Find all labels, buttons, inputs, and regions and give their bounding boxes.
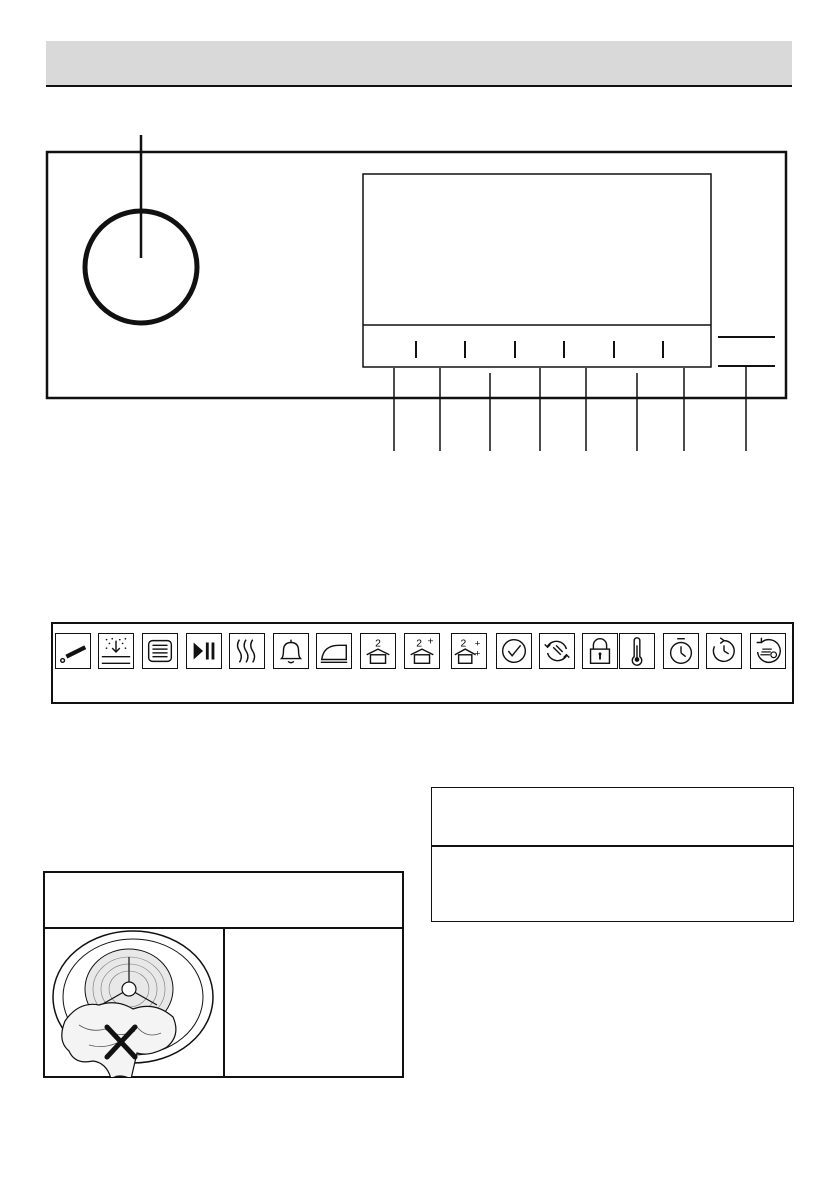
start-pause-icon — [186, 633, 222, 669]
warning-table-column-divider — [223, 928, 225, 1078]
drum-overload-illustration — [45, 929, 223, 1077]
alarm-bell-icon — [273, 633, 309, 669]
svg-text:2: 2 — [375, 638, 381, 650]
cleaning-brush-icon — [55, 633, 91, 669]
control-panel-diagram — [0, 0, 840, 470]
timer-icon — [663, 633, 699, 669]
callout-lines — [394, 366, 746, 451]
anti-crease-icon — [539, 633, 575, 669]
control-panel-outline — [47, 152, 786, 398]
display-screen — [363, 174, 711, 367]
svg-text:2: 2 — [460, 638, 467, 650]
svg-text:2: 2 — [416, 638, 423, 650]
svg-text:+: + — [427, 636, 434, 648]
drying-heat-icon — [229, 633, 265, 669]
temperature-icon — [619, 633, 655, 669]
svg-text:+: + — [474, 648, 481, 660]
filter-icon — [142, 633, 178, 669]
done-check-icon — [496, 633, 532, 669]
water-tank-icon — [98, 633, 134, 669]
svg-text:+: + — [474, 638, 481, 650]
child-lock-icon — [582, 633, 618, 669]
cupboard-dry-plus-icon — [404, 633, 440, 669]
info-table — [431, 787, 794, 922]
delay-start-icon — [706, 633, 742, 669]
info-table-divider — [431, 845, 794, 847]
extra-dry-icon — [451, 633, 487, 669]
cupboard-dry-icon — [360, 633, 396, 669]
time-dry-icon — [750, 633, 786, 669]
iron-dry-icon — [316, 633, 352, 669]
